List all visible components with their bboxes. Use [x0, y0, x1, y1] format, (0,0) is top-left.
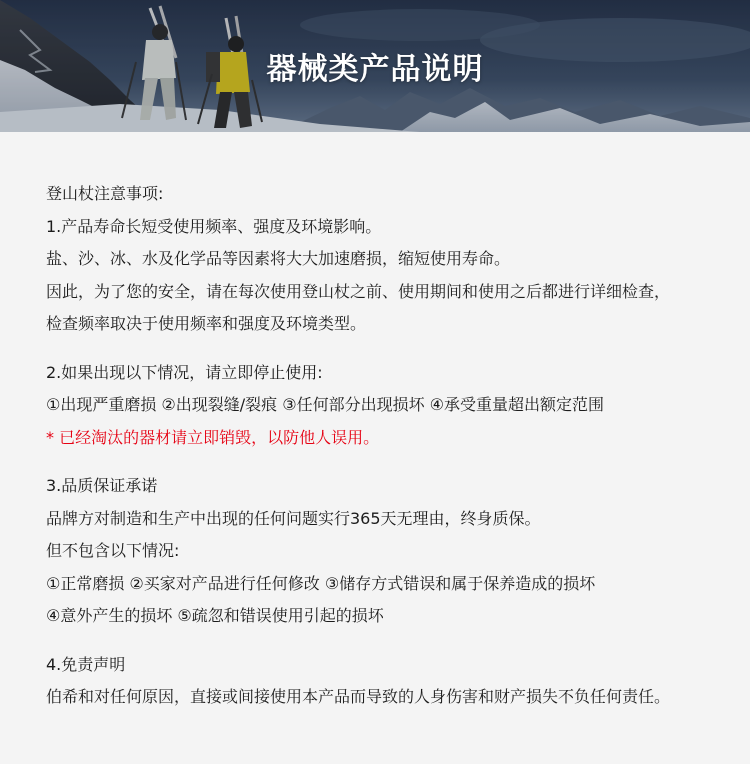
text-line: 品牌方对制造和生产中出现的任何问题实行365天无理由，终身质保。	[46, 508, 541, 528]
section-spacer	[0, 341, 750, 357]
section-heading: 2.如果出现以下情况，请立即停止使用:	[46, 362, 323, 382]
text-line: ①出现严重磨损 ②出现裂缝/裂痕 ③任何部分出现损坏 ④承受重量超出额定范围	[46, 395, 605, 414]
section-heading: 3.品质保证承诺	[46, 476, 158, 495]
text-line: ①正常磨损 ②买家对产品进行任何修改 ③储存方式错误和属于保养造成的损坏	[46, 573, 596, 593]
section-stop-use	[0, 357, 750, 455]
section-disclaimer	[0, 649, 750, 714]
section-spacer	[0, 633, 750, 649]
section-heading: 登山杖注意事项:	[46, 184, 164, 203]
text-line: ④意外产生的损坏 ⑤疏忽和错误使用引起的损坏	[46, 606, 384, 625]
text-line: 伯希和对任何原因，直接或间接使用本产品而导致的人身伤害和财产损失不负任何责任。	[46, 687, 671, 706]
section-spacer	[0, 454, 750, 470]
text-line: 盐、沙、冰、水及化学品等因素将大大加速磨损，缩短使用寿命。	[46, 249, 511, 268]
page-title: 器械类产品说明	[266, 52, 484, 87]
warning-note: * 已经淘汰的器材请立即销毁，以防他人误用。	[46, 427, 380, 447]
text-line: 1.产品寿命长短受使用频率、强度及环境影响。	[46, 216, 382, 236]
section-heading: 4.免责声明	[46, 654, 126, 674]
section-warranty	[0, 470, 750, 633]
text-line: 因此，为了您的安全，请在每次使用登山杖之前、使用期间和使用之后都进行详细检查，	[46, 281, 671, 301]
section-precautions	[0, 178, 750, 341]
text-line: 但不包含以下情况:	[46, 541, 180, 560]
text-line: 检查频率取决于使用频率和强度及环境类型。	[46, 314, 367, 333]
